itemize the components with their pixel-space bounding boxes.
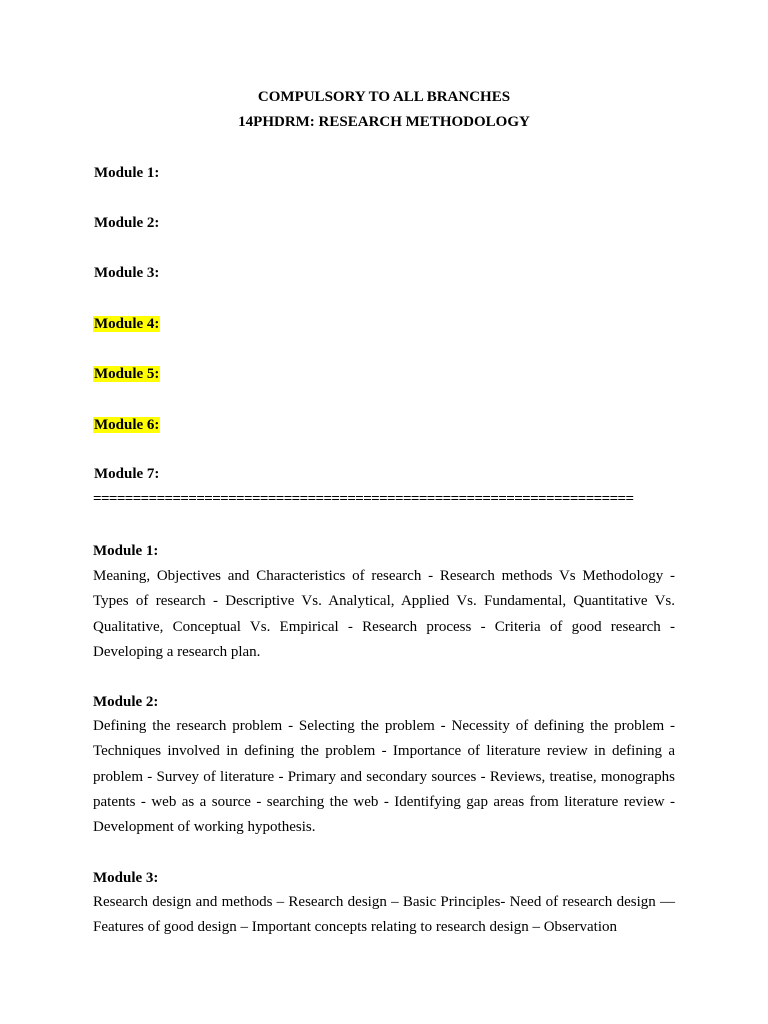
document-title-line-1: COMPULSORY TO ALL BRANCHES bbox=[257, 89, 511, 105]
toc-module-label-highlighted: Module 4: bbox=[94, 316, 160, 332]
toc-module-2 bbox=[93, 214, 160, 232]
section-body-module-3: Research design and methods – Research design – Basic Principles- Need of research design –– Features of good design – Important concepts relating to research design – Observation bbox=[93, 894, 675, 936]
document-title-line-2: 14PHDRM: RESEARCH METHODOLOGY bbox=[238, 114, 530, 130]
toc-module-label: Module 3: bbox=[94, 265, 160, 281]
toc-module-label: Module 2: bbox=[94, 215, 160, 231]
section-divider: ==================================================================== bbox=[93, 491, 634, 507]
toc-module-5 bbox=[93, 365, 160, 383]
toc-module-6 bbox=[93, 416, 160, 434]
section-heading-module-3: Module 3: bbox=[93, 870, 159, 886]
toc-module-label-highlighted: Module 5: bbox=[94, 366, 160, 382]
toc-module-label-highlighted: Module 6: bbox=[94, 417, 160, 433]
toc-module-3 bbox=[93, 264, 160, 282]
section-heading-module-2: Module 2: bbox=[93, 694, 159, 710]
toc-module-7 bbox=[93, 465, 160, 483]
toc-module-label: Module 1: bbox=[94, 165, 160, 181]
section-body-module-1: Meaning, Objectives and Characteristics of research - Research methods Vs Methodology - Types of research - Descriptive Vs. Analytical, Applied Vs. Fundamental, Quantitative Vs. Qualitative, Conceptual Vs. Empirical - Research process - Criteria of good research - Developing a research plan. bbox=[93, 568, 675, 660]
toc-module-label: Module 7: bbox=[94, 466, 160, 482]
section-body-module-2: Defining the research problem - Selecting the problem - Necessity of defining the problem - Techniques involved in defining the problem - Importance of literature review in defining a problem - Survey of literature - Primary and secondary sources - Reviews, treatise, monographs patents - web as a source - searching the web - Identifying gap areas from literature review - Development of working hypothesis. bbox=[93, 718, 675, 836]
toc-module-1 bbox=[93, 164, 160, 182]
toc-module-4 bbox=[93, 315, 160, 333]
section-heading-module-1: Module 1: bbox=[93, 543, 159, 559]
